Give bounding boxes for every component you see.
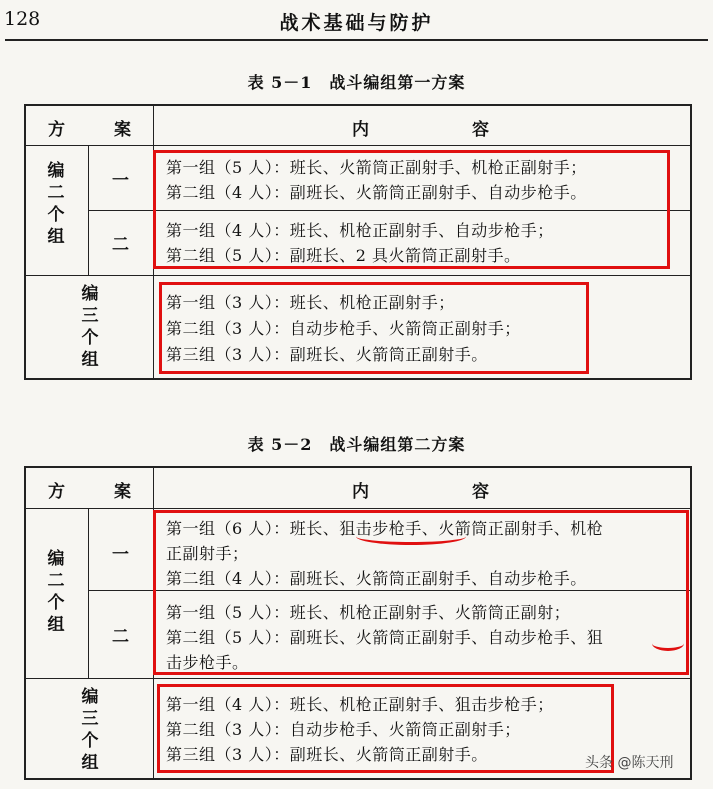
- table1-group-three-label: [80, 283, 100, 371]
- table2-highlight-box-group-three: [157, 684, 614, 773]
- table1-sub2-label: 二: [112, 235, 129, 255]
- table2-sub1-line: 正副射手；: [166, 544, 249, 563]
- table2-sub2-line: 第二组（5 人）：副班长、火箭筒正副射手、自动步枪手、狙: [166, 628, 604, 647]
- label-char: 个: [81, 328, 99, 348]
- table2-underline-sniper: [356, 528, 466, 545]
- label-char: 编: [81, 284, 99, 304]
- table1-highlight-box-group-three: [159, 282, 589, 374]
- label-char: 个: [47, 593, 65, 613]
- label-char: 编: [47, 161, 65, 181]
- table1-three-line: 第二组（3 人）：自动步枪手、火箭筒正副射手；: [166, 319, 521, 338]
- table2-three-line: 第二组（3 人）：自动步枪手、火箭筒正副射手；: [166, 720, 521, 739]
- table1-sub2-line: 第二组（5 人）：副班长、2 具火箭筒正副射手。: [166, 246, 521, 265]
- table1-subcol-rule: [88, 145, 89, 275]
- table2-group-three-label: [80, 686, 100, 774]
- table2-sub1-line: 第一组（6 人）：班长、狙击步枪手、火箭筒正副射手、机枪: [166, 519, 604, 538]
- table2-right-rule: [690, 466, 692, 780]
- table2-left-rule: [24, 466, 26, 780]
- label-char: 二: [47, 183, 65, 203]
- table1-group-two-label: [46, 160, 66, 248]
- label-char: 组: [81, 753, 99, 773]
- table2-caption: 表 5－2 战斗编组第二方案: [247, 435, 466, 454]
- table1-sub1-label: 一: [112, 171, 129, 191]
- table2-header-plan-b: 案: [114, 482, 131, 502]
- table1-header-content-b: 容: [472, 120, 489, 140]
- table2-group-two-label: [46, 548, 66, 636]
- table2-sub2-label: 二: [112, 627, 129, 647]
- label-char: 编: [81, 687, 99, 707]
- table1-sub1-line: 第二组（4 人）：副班长、火箭筒正副射手、自动步枪手。: [166, 183, 587, 202]
- table2-header-plan-a: 方: [48, 482, 65, 502]
- table2-header-content-b: 容: [472, 482, 489, 502]
- label-char: 组: [47, 227, 65, 247]
- table2-sub1-line: 第二组（4 人）：副班长、火箭筒正副射手、自动步枪手。: [166, 569, 587, 588]
- table2-three-line: 第一组（4 人）：班长、机枪正副射手、狙击步枪手；: [166, 695, 554, 714]
- label-char: 三: [81, 709, 99, 729]
- table1-header-plan-a: 方: [48, 120, 65, 140]
- label-char: 编: [47, 549, 65, 569]
- label-char: 个: [47, 205, 65, 225]
- table1-left-rule: [24, 104, 26, 380]
- table1-top-rule: [24, 104, 692, 106]
- watermark-text: 头条 @陈天刑: [585, 755, 674, 771]
- running-header: 战术基础与防护: [279, 12, 434, 34]
- label-char: 组: [47, 615, 65, 635]
- table1-header-rule: [24, 145, 692, 146]
- table1-caption: 表 5－1 战斗编组第一方案: [247, 73, 466, 92]
- table1-highlight-box-group-two: [153, 150, 670, 269]
- table2-bottom-rule: [24, 778, 692, 780]
- table2-header-rule: [24, 508, 692, 509]
- table1-three-line: 第一组（3 人）：班长、机枪正副射手；: [166, 293, 455, 312]
- label-char: 组: [81, 350, 99, 370]
- table1-three-line: 第三组（3 人）：副班长、火箭筒正副射手。: [166, 345, 488, 364]
- table2-subcol-rule: [88, 508, 89, 678]
- table2-sub2-line: 第一组（5 人）：班长、机枪正副射手、火箭筒正副射；: [166, 603, 571, 622]
- table2-header-content-a: 内: [352, 482, 369, 502]
- label-char: 个: [81, 731, 99, 751]
- table2-sub2-line: 击步枪手。: [166, 653, 249, 672]
- table1-group-rule: [24, 275, 692, 276]
- table1-sub2-line: 第一组（4 人）：班长、机枪正副射手、自动步枪手；: [166, 221, 554, 240]
- table2-group-rule: [24, 678, 692, 679]
- page-number: 128: [4, 8, 41, 30]
- table2-three-line: 第三组（3 人）：副班长、火箭筒正副射手。: [166, 745, 488, 764]
- table2-sub1-label: 一: [112, 545, 129, 565]
- table2-top-rule: [24, 466, 692, 468]
- header-rule: [5, 39, 708, 41]
- table1-right-rule: [690, 104, 692, 380]
- table1-sub1-line: 第一组（5 人）：班长、火箭筒正副射手、机枪正副射手；: [166, 158, 587, 177]
- table1-header-plan-b: 案: [114, 120, 131, 140]
- label-char: 三: [81, 306, 99, 326]
- table1-bottom-rule: [24, 378, 692, 380]
- table1-header-content-a: 内: [352, 120, 369, 140]
- label-char: 二: [47, 571, 65, 591]
- table2-underline-sniper-2: [652, 636, 684, 651]
